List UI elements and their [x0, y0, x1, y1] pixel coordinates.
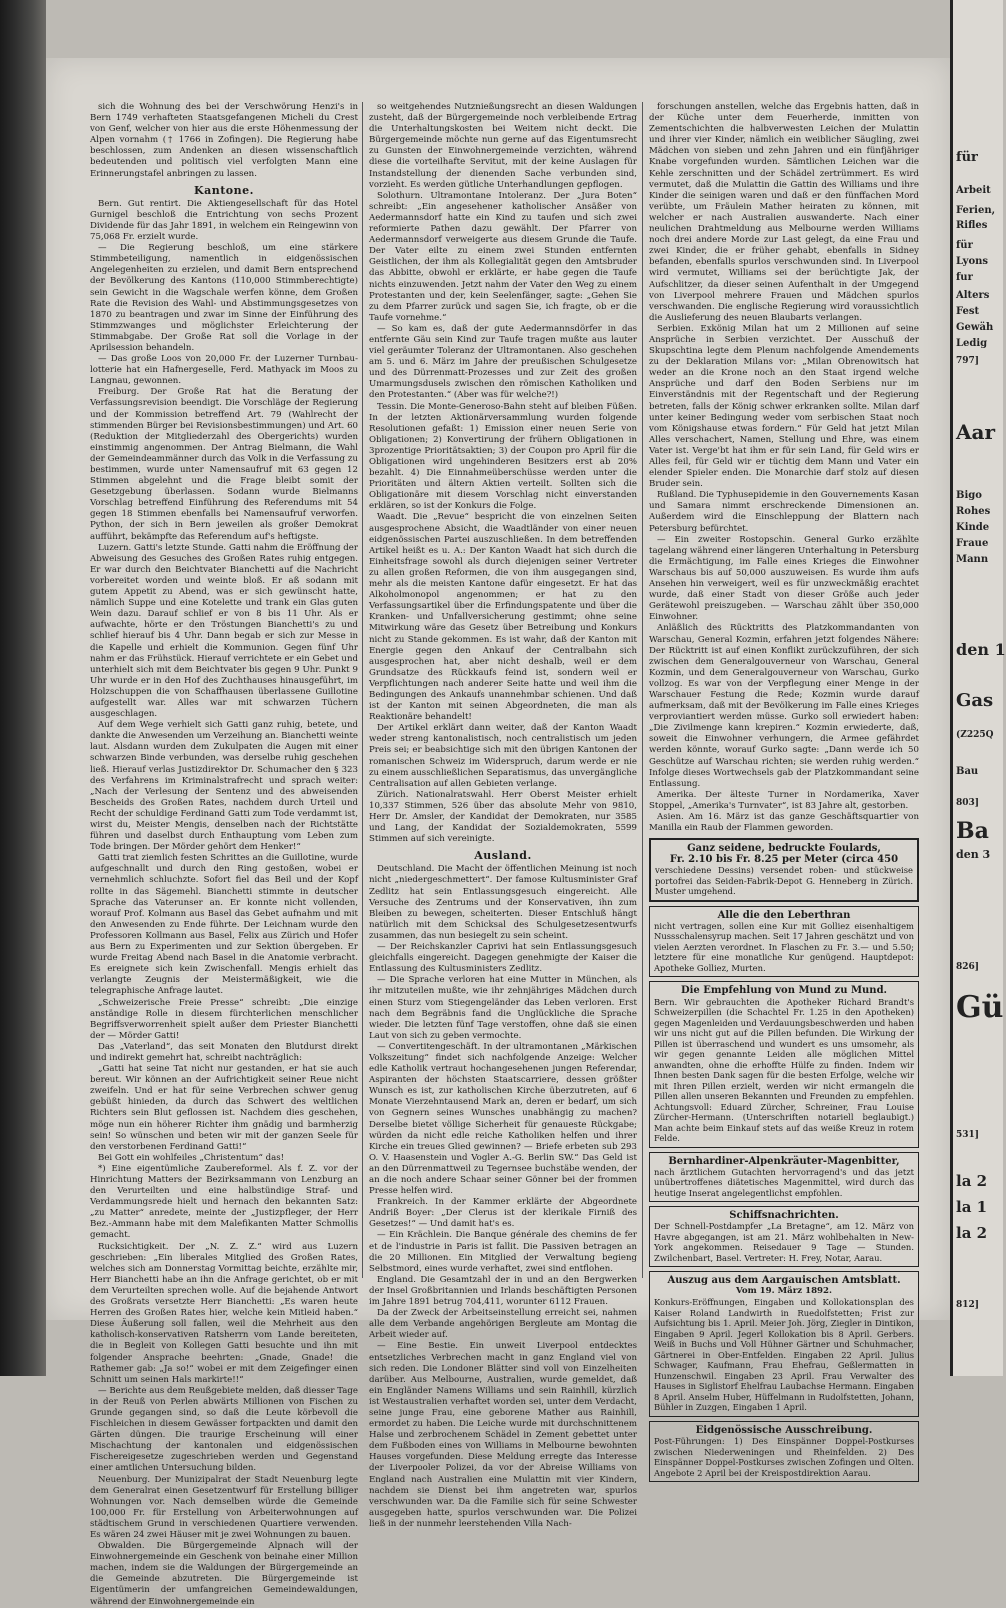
- ad-price: Fr. 2.10 bis Fr. 8.25 per Meter (circa 450: [669, 854, 899, 866]
- fragment-text: Gewäh: [956, 322, 994, 333]
- fragment-text: fur: [956, 272, 973, 283]
- article-para: — Das große Loos von 20,000 Fr. der Luzerner Turnbau-lotterie hat ein Hafnergeselle, Ferd. Mathyack im Moos zu Langnau, gewonnen.: [90, 354, 358, 387]
- article-para: Asien. Am 16. März ist das ganze Geschäftsquartier von Manilla ein Raub der Flammen geworden.: [649, 812, 919, 834]
- ad-text: Bern. Wir gebrauchten die Apotheker Richard Brandt's Schweizerpillen (die Schachtel Fr. 1.25 in den Apotheken) gegen Magenleiden und Verdauungsbeschwerden und haben wir uns nicht gut auf die Pillen befunden. Die Wirkung der Pillen ist überraschend und wundert es uns umsomehr, als wir gegen genannte Leiden alle möglichen Mittel anwandten, ohne die erhoffte Hülfe zu finden. Indem wir Ihnen besten Dank sagen für die besten Erfolge, welche wir mit Ihren Pillen erzielt, werden wir nicht ermangeln die Pillen allen unseren Bekannten und Freunden zu empfehlen. Achtungsvoll: Eduard Zürcher, Schreiner, Frau Louise Zürcher-Hermann. (Unterschriften notariell beglaubigt.) Man achte beim Einkauf stets auf das weiße Kreuz in rotem Felde.: [654, 996, 915, 1144]
- article-para: Serbien. Exkönig Milan hat um 2 Millionen auf seine Ansprüche in Serbien verzichtet. Der Ausschuß der Skupschtina legte dem Plenum nachfolgende Amendements zu der Deklaration Milans vor: „Milan Obrenowitsch hat weder an die Krone noch an den Staat irgend welche Ansprüche und darf den Boden Serbiens nur im Einverständnis mit der Regentschaft und der Regierung betreten, falls der König schwer erkranken sollte. Milan darf unter keiner Bedingung weder vom serbischen Staat noch vom Königshause etwas fordern.“ Für Geld hat jetzt Milan Alles verschachert, Namen, Stellung und Ehre, was einem Vater ist. Verge'bt hat ihm er für sein Land, für Geld wirs er Alles feil, für Geld wir er tüchtig dem Mann und Vater ein elender Spieler enden. Die Monarchie darf stolz auf diesen Bruder sein.: [649, 323, 919, 490]
- notice-headline: Auszug aus dem Aargauischen Amtsblatt.: [667, 1275, 901, 1287]
- notice-headline: Eidgenössische Ausschreibung.: [695, 1424, 873, 1436]
- article-para: England. Die Gesamtzahl der in und an den Bergwerken der Insel Großbritannien und Irlands beschäftigten Personen im Jahre 1891 betrug 704,411, worunter 6112 Frauen.: [369, 1274, 637, 1308]
- notice-ausschreibung: [649, 1421, 919, 1482]
- article-para: sich die Wohnung des bei der Verschwörung Henzi's in Bern 1749 verhafteten Staatsgefangenen Micheli du Crest von Genf, welcher von hier aus die erste Höhenmessung der Alpen vornahm († 1766 in Zofingen). Die Regierung habe beschlossen, zum Andenken an diesen wissenschaftlich bedeutenden und politisch viel verfolgten Mann eine Erinnerungstafel anbringen zu lassen.: [90, 102, 358, 179]
- fragment-text: für: [956, 240, 973, 251]
- fragment-text: 803]: [956, 798, 980, 808]
- ad-text: Der Schnell-Postdampfer „La Bretagne“, am 12. März von Havre abgegangen, ist am 21. März wohlbehalten in New-York angekommen. Reisedauer 9 Tage — Stunden. Zwilchenbart, Basel. Vertreter: H. Frey, Notar, Aarau.: [654, 1221, 914, 1263]
- fragment-text: Bau: [956, 766, 979, 777]
- fragment-text: Rohes: [956, 506, 991, 517]
- fragment-text: la 2: [956, 1224, 988, 1242]
- article-para: Da der Zweck der Arbeitseinstellung erreicht sei, nahmen alle dem Verbande angehörigen Bergleute am Montag die Arbeit wieder auf.: [369, 1308, 637, 1341]
- ad-headline: Die Empfehlung von Mund zu Mund.: [680, 985, 888, 997]
- fragment-text: Alters: [956, 290, 990, 301]
- article-para: — Ein zweiter Rostopschin. General Gurko erzählte tagelang während einer längeren Unterhaltung in Petersburg die Ermächtigung, im Falle eines Krieges die Einwohner Warschaus bis auf 50,000 auszuweisen. Es wurde ihm aufs Ansehen hin verweigert, weil es für unzweckmäßig erachtet wurde, daß einer Stadt von dieser Größe auch jeder Gerätewohl preiszugeben. — Warschau zählt über 350,000 Einwohner.: [649, 534, 919, 623]
- article-para: *) Eine eigentümliche Zaubereformel. Als f. Z. vor der Hinrichtung Matters der Bezirksammann von Lenzburg an den Verurteilten und eine halbstündige Straf- und Verdammungsrede hielt und hernach den bekannten Satz: „zu Matter“ anredete, meinte der „Justizpfleger, der Herr Bez.-Ammann habe mit dem Malefikanten Matter Schmollis gemacht.: [90, 1163, 358, 1241]
- article-para: „Schweizerische Freie Presse“ schreibt: „Die einzige anständige Rolle in diesem fürchterlichen menschlicher Begriffsverworrenheit spielt außer dem Priester Bianchetti der — Mörder Gatti!: [90, 997, 358, 1041]
- article-para: Deutschland. Die Macht der öffentlichen Meinung ist noch nicht „niedergeschmettert“. Der famose Kultusminister Graf Zedlitz hat sein Entlassungsgesuch eingereicht. Alle Versuche des Zentrums und der Konservativen, ihn zum Bleiben zu bewegen, scheiterten. Dieser Entschluß hängt natürlich mit dem Schicksal des Schulgesetzesentwurfs zusammen, das nun besiegelt zu sein scheint.: [369, 864, 637, 941]
- fragment-text: Arbeit: [956, 185, 991, 196]
- column-3: [649, 102, 919, 1478]
- ad-headline: Alle die den Leberthran: [717, 909, 851, 921]
- notice-amtsblatt: [649, 1271, 919, 1417]
- ad-text: nicht vertragen, sollen eine Kur mit Golliez eisenhaltigem Nussschalensyrup machen. Seit 17 Jahren geschätzt und von vielen Aerzten verordnet. In Flaschen zu Fr. 3.— und 5.50; letztere für eine monatliche Kur genügend. Hauptdepot: Apotheke Golliez, Murten.: [654, 920, 914, 973]
- article-para: „Gatti hat seine Tat nicht nur gestanden, er hat sie auch bereut. Wir können an der Aufrichtigkeit seiner Reue nicht zweifeln. Und er hat für seine Verbrechen schwer genug gebüßt hinieden, da durch das Schwert des weltlichen Richters sein Blut geflossen ist. Nachdem dies geschehen, möge nun ein höherer Richter ihm gnädig und barmherzig sein! So wünschen und beten wir mit der ganzen Seele für den verstorbenen Ferdinand Gatti!“: [90, 1064, 358, 1152]
- article-para: Neuenburg. Der Munizipalrat der Stadt Neuenburg legte dem Generalrat einen Gesetzentwurf für Erstellung billiger Wohnungen vor. Nach demselben würde die Gemeinde 100,000 Fr. für Erstellung von Arbeiterwohnungen auf städtischem Grund in verschiedenen Quartiere verwenden. Es wären 24 zwei Häuser mit je zwei Wohnungen zu bauen.: [90, 1474, 358, 1540]
- column-1: [90, 102, 359, 1607]
- article-para: Waadt. Die „Revue“ bespricht die von einzelnen Seiten ausgesprochene Absicht, die Waadtländer von einer neuen eidgenössischen Partei auszuschließen. In dem betreffenden Artikel heißt es u. A.: Der Kanton Waadt hat sich durch die Einheitsfrage sowohl als durch diejenigen seiner Vertreter zu allen großen Reformen, die von ihm ausgegangen sind, mehr als die meisten Kantone dafür eingesetzt. Er hat das Alkoholmonopol angenommen; er hat zu den Verfassungsartikel über die Erfindungspatente und über die Kranken- und Unfallversicherung gestimmt; ohne seine Mitwirkung wäre das Gesetz über Betreibung und Konkurs nicht zu Stande gekommen. Es ist wahr, daß der Kanton mit Energie gegen den Ankauf der Centralbahn sich ausgesprochen hat, aber nicht deshalb, weil er dem Grundsatze des Rückkaufs feind ist, sondern weil er Verpflichtungen nach anderer Seite hatte und weil ihm die Bedingungen des Ankaufs unannehmbar schienen. Und daß ist der Kanton mit seinen Abgeordneten, die man als Reaktionäre behandelt!: [369, 512, 637, 723]
- fragment-text: Ba: [956, 818, 989, 844]
- article-para: — Der Reichskanzler Caprivi hat sein Entlassungsgesuch gleichfalls eingereicht. Dagegen genehmigte der Kaiser die Entlassung des Kultusministers Zedlitz.: [369, 942, 637, 975]
- notice-text: Konkurs-Eröffnungen, Eingaben und Kollokationsplan des Kaiser Roland Landwirth in Ruedolfstetten; Frist zur Aufsichtung bis 1. April. Meier Joh. Jörg, Ziegler in Dintikon, Eingaben 9 April. Jegerl Kollokation bis 8 April. Gerbers. Weiß in Buchs und Voll Hühner Gärtner und Schuhmacher, Gärtnerei in Ober-Entfelden. Eingaben 22 April. Julius Schwager, Kaufmann, Frau Ehefrau, Geßlermatten in Hunzenschwil. Eingaben 23 April. Frau Verwalter des Hauses in Siglistorf Ehelfrau Laubachse Hermann. Eingaben 8 April. Anselm Huber, Hüffelmann in Rudolfstetten, Johann, Bühler in Zuzgen, Eingaben 1 April.: [654, 1297, 914, 1413]
- article-para: Anläßlich des Rücktritts des Platzkommandanten von Warschau, General Kozmin, erfahren jetzt folgendes Nähere: Der Rücktritt ist auf einen Konflikt zurückzuführen, der sich zwischen dem Generalgouverneur von Warschau, General Kozmin, und dem Generalgouverneur von Warschau, Gurko vollzog. Es war von der Verpflegung einer Menge in der Warschauer Festung die Rede; Kozmin wurde darauf aufmerksam, daß mit der Bevölkerung im Falle eines Krieges verproviantiert werden müsse. Gurko soll erwiedert haben: „Die Zivilmenge kann krepiren.“ Kozmin erwiederte, daß, soweit die Einwohner verhungern, die Armee gefährdet werden könnte, worauf Gurko sagte: „Dann werde ich 50 Geschütze auf Warschau richten; sie werden ruhig werden.“ Infolge dieses Wortwechsels gab der Platzkommandant seine Entlassung.: [649, 623, 919, 789]
- article-para: so weitgehendes Nutznießungsrecht an diesen Waldungen zusteht, daß der Bürgergemeinde noch verbleibende Ertrag die Unterhaltungskosten bei Weitem nicht deckt. Die Bürgergemeinde möchte nun gerne auf das Eigentumsrecht zu Gunsten der Einwohnergemeinde verzichten, während diese die vorteilhafte Servitut, mit der keine Auslagen für Instandstellung der dienenden Sache verbunden sind, vorzieht. Es werden gütliche Unterhandlungen gepflogen.: [369, 102, 637, 190]
- article-para: — So kam es, daß der gute Aedermannsdörfer in das entfernte Gäu sein Kind zur Taufe tragen mußte aus lauter viel geräumter Toleranz der Ultramontanen. Also geschehen am 5. und 6. März im Jahre der preußischen Schulgesetze und des Dürrenmatt-Prozesses und zur Zeit des großen Umarmungsdusels zwischen den römischen Katholiken und den Protestanten.“ (Aber was für welche?!): [369, 323, 637, 401]
- article-para: Frankreich. In der Kammer erklärte der Abgeordnete Andriß Boyer: „Der Clerus ist der klerikale Firniß des Gesetzes!“ — Und damit hat's es.: [369, 1197, 637, 1230]
- fragment-text: 531]: [956, 1130, 980, 1140]
- article-para: — Convertitengeschäft. In der ultramontanen „Märkischen Volkszeitung“ findet sich nachfolgende Anzeige: Welcher edle Katholik vertraut hochangesehenen jungen Referendar, Aspiranten der höchsten Staatscarriere, dessen größter Wunsch es ist, zur katholischen Kirche überzutreten, auf 6 Monate Vierzehntausend Mark an, deren er bedarf, um sich von Gegnern seines Wunsches unabhängig zu machen? Derselbe bietet völlige Sicherheit für genaueste Rückgabe; würden da nicht edle reiche Katholiken helfen und ihrer Kirche ein treues Glied gewinnen? — Briefe erbeten sub 293 O. V. Haasenstein und Vogler A.-G. Berlin SW.“ Das Geld ist an den Dürrenmattweil zu Tegernsee buchstäbe wenden, der an die noch andere Schaar seiner Gönner bei der frommen Presse helfen wird.: [369, 1041, 637, 1197]
- article-para: Gatti trat ziemlich festen Schrittes an die Guillotine, wurde aufgeschnallt und durch den Ring gestoßen, wobei er vernehmlich schluchzte. Sofort fiel das Beil und der Kopf rollte in das Sägemehl. Bianchetti stimmte in deutscher Sprache das Vaterunser an. Er konnte nicht vollenden, worauf Prof. Kolmann aus Basel das Gebet aufnahm und mit den Anwesenden zu Ende führte. Der Leichnam wurde den Professoren Kollmann aus Basel, Felix aus Zürich und Hofer aus Bern zu Experimenten und zur Sektion übergeben. Er wurde Freitag Abend nach Basel in die Anatomie verbracht. Es ereignete sich kein Zwischenfall. Mengis erhielt das verlangte Zeugnis der Meistermäßigkeit, wie die telegraphische Anfrage lautet.: [90, 853, 358, 997]
- ad-headline: Schiffsnachrichten.: [729, 1210, 839, 1222]
- article-para: — Berichte aus dem Reußgebiete melden, daß diesser Tage in der Reuß von Perlen abwärts Millionen von Fischen zu Grunde gegangen sind, so daß die Leute körbevoll die Fischleichen in diesem Gewässer fortpackten und damit den Gärten düngen. Die traurige Erscheinung will einer Mischachtung der kantonalen und eidgenössischen Fischereigesetze zugeschrieben werden und Gegenstand einer amtlichen Untersuchung bilden.: [90, 1385, 359, 1474]
- article-para: Luzern. Gatti's letzte Stunde. Gatti nahm die Eröffnung der Abweisung des Gesuches des Großen Rates ruhig entgegen. Er war durch den Beichtvater Bianchetti auf die Nachricht vorbereitet worden und weinte bloß. Er aß sodann mit gutem Appetit zu Abend, was er sich gewünscht hatte, nämlich Suppe und eine Kotelette und trank ein Glas guten Wein dazu. Darauf schlief er von 8 bis 11 Uhr. Als er aufwachte, hörte er den Tröstungen Bianchetti's zu und schlief hierauf bis 4 Uhr. Dann begab er sich zur Messe in die Kapelle und erhielt die Kommunion. Gegen fünf Uhr nahm er das Frühstück. Hierauf verrichtete er ein Gebet und unterhielt sich mit dem Beichtvater bis gegen 9 Uhr. Punkt 9 Uhr wurde er in den Hof des Zuchthauses hinausgeführt, im Holzschuppen die von Schaffhausen überlassene Guillotine aufgestellt war. Alles war mit schwarzen Tüchern ausgeschlagen.: [90, 542, 358, 720]
- ad-headline: Ganz seidene, bedruckte Foulards,: [687, 843, 881, 855]
- article-para: Bern. Gut rentirt. Die Aktiengesellschaft für das Hotel Gurnigel beschloß die Entrichtung von sechs Prozent Dividende für das Jahr 1891, in welchem ein Reingewinn von 75,068 Fr. erzielt wurde.: [90, 198, 358, 243]
- fragment-text: la 2: [956, 1172, 988, 1190]
- article-para: Solothurn. Ultramontane Intoleranz. Der „Jura Boten“ schreibt: „Ein angesehener katholischer Ansäßer von Aedermannsdorf hatte ein Kind zu taufen und sich zwei reformierte Pathen dazu gewählt. Der Pfarrer von Aedermannsdorf verweigerte aus diesem Grunde die Taufe. Der Vater eilte zu einem zwei Stunden entfernten Geistlichen, der ihm als Kollegialität gegen den Amtsbruder das Abbitte, obwohl er erklärte, er habe gegen die Taufe nichts einzuwenden. Jetzt nahm der Vater den Weg zu einem Protestanten und der, kein Seelenfänger, sagte: „Gehen Sie zu dem Pfarrer zurück und sagen Sie, ich fragte, ob er die Taufe vornehme.“: [369, 190, 637, 323]
- article-para: Bei Gott ein wohlfeiles „Christentum“ das!: [98, 1152, 285, 1163]
- fragment-text: (Z225Q: [956, 730, 994, 740]
- article-para: — Eine Bestie. Ein unweit Liverpool entdecktes entsetzliches Verbrechen macht in ganz England viel von sich reden. Die Londoner Blätter sind voll von Einzelheiten darüber. Aus Melbourne, Australien, wurde gemeldet, daß ein Engländer Namens Williams und sein Rainhill, kürzlich ist Westaustralien verhaftet worden sei, unter dem Verdacht, seine junge Frau, eine geborene Mather aus Rainhill, ermordet zu haben. Die Leiche wurde mit durchschnittenem Halse und zerbrochenem Schädel in Zement gebettet unter dem Fußboden eines von Williams in Melbourne bewohnten Hauses vorgefunden. Diese Meldung erregte das Interesse der Liverpooler Polizei, da vor der Abreise Williams von England nach Australien eine Mulattin mit vier Kindern, nachdem sie Dienst bei ihm angetreten war, spurlos verschwunden war. Da die Familie sich für seine Schwester ausgegeben hatte, spurlos verschwunden war. Die Polizei ließ in der nunmehr leerstehenden Villa Nach-: [369, 1341, 637, 1529]
- article-para: Der Artikel erklärt dann weiter, daß der Kanton Waadt weder streng kantonalistisch, noch centralistisch um jeden Preis sei; er beabsichtige sich mit den übrigen Kantonen der romanischen Schweiz im Widerspruch, darum werde er nie zu einem ausschließlichen Separatismus, das unvergängliche Centralisation auf allen Gebieten verlange.: [369, 723, 637, 789]
- column-rule: [642, 102, 643, 1278]
- ad-text: verschiedene Dessins) versendet roben- und stückweise portofrei das Seiden-Fabrik-Depot G. Henneberg in Zürich. Muster umgehend.: [655, 865, 913, 897]
- ad-headline: Bernhardiner-Alpenkräuter-Magenbitter,: [668, 1155, 900, 1167]
- article-para: Rußland. Die Typhusepidemie in den Gouvernements Kasan und Samara nimmt erschreckende Dimensionen an. Außerdem wird die Einschleppung der Blattern nach Petersburg befürchtet.: [649, 490, 919, 534]
- fragment-text: Rifles: [956, 220, 988, 231]
- fragment-text: Kinde: [956, 522, 990, 533]
- column-2: [369, 102, 637, 1529]
- article-para: — Die Regierung beschloß, um eine stärkere Stimmbeteiligung, namentlich in eidgenössischen Angelegenheiten zu erzielen, und damit Bern entsprechend der Bevölkerung des Kantons (110,000 Stimmberechtigte) sein Gewicht in die Wagschale werfen könne, dem Großen Rate die Revision des Wahl- und Abstimmungsgesetzes von 1870 zu beantragen und zwar im Sinne der Einführung des Stimmzwanges und möglichster Erleichterung der Stimmabgabe. Der Große Rat soll die Vorlage in der Aprilsession behandeln.: [90, 243, 358, 353]
- fragment-text: Gü: [956, 990, 1004, 1025]
- fragment-text: den 1: [956, 640, 1006, 659]
- article-para: Tessin. Die Monte-Generoso-Bahn steht auf bleiben Füßen. In der letzten Aktionärversammlung wurden folgende Resolutionen gefaßt: 1) Emission einer neuen Serie von Obligationen; 2) Konvertirung der frühern Obligationen in 3prozentige Prioritätsaktien; 3) der Coupon pro April für die Obligationen wird ungehinderen Besitzers erst ab 20% bezahlt. 4) Die Einnahmeüberschüsse werden unter die Prioritäten und ältern Aktien verteilt. Sollten sich die Obligationäre mit diesem Vorschlag nicht einverstanden erklären, so ist der Konkurs die Folge.: [369, 401, 637, 512]
- advertisement-schweizerpillen: [649, 981, 919, 1147]
- advertisement-leberthran: [649, 906, 919, 978]
- fragment-text: 812]: [956, 1300, 980, 1310]
- advertisement-schiffsnachrichten: [649, 1206, 919, 1267]
- fragment-text: Mann: [956, 554, 989, 565]
- fragment-text: Bigo: [956, 490, 982, 501]
- fragment-text: 826]: [956, 962, 980, 972]
- section-heading-ausland: Ausland.: [474, 849, 532, 863]
- advertisement-magenbitter: [649, 1152, 919, 1203]
- fragment-text: Ledig: [956, 338, 988, 349]
- scan-binding-left: [0, 0, 46, 1376]
- article-para: Zürich. Nationalratswahl. Herr Oberst Meister erhielt 10,337 Stimmen, 526 über das absolute Mehr von 9810, Herr Dr. Amsler, der Kandidat der Demokraten, nur 3585 und Lang, der Kandidat der Sozialdemokraten, 5599 Stimmen auf sich vereinigte.: [369, 789, 637, 845]
- fragment-text: für: [956, 150, 978, 165]
- article-para: forschungen anstellen, welche das Ergebnis hatten, daß in der Küche unter dem Feuerherde, inmitten von Zementschichten die halbverwesten Leichen der Mulattin und ihrer vier Kinder, nämlich ein weiblicher Säugling, zwei Mädchen von sieben und zehn Jahren und ein fünfjähriger Knabe vorgefunden wurden. Sämtlichen Leichen war die Kehle zerschnitten und der Schädel zertrümmert. Es wird vermutet, daß die Mulattin die Gattin des Williams und ihre Kinder die seinigen waren und daß er den fünffachen Mord verübte, um Fräulein Mather heiraten zu können, mit welcher er nach Australien auswanderte. Nach einer neulichen Drahtmeldung aus Melbourne werden Williams noch drei andere Morde zur Last gelegt, da eine Frau und zwei Kinder, die er früher gehabt, ebenfalls in Sidney befanden, ebenfalls spurlos verschwunden sind. In Liverpool wird vermutet, Williams sei der berüchtigte Jak, der Aufschlitzer, da dieser seinen Aufenthalt in der Umgegend von Liverpool mehrere Frauen und Mädchen spurlos verschwanden. Die englische Regierung wird voraussichtlich die Auslieferung des neuen Blaubarts verlangen.: [649, 102, 919, 323]
- fragment-text: Lyons: [956, 256, 989, 267]
- notice-date: Vom 19. März 1892.: [735, 1286, 833, 1297]
- article-para: — Die Sprache verloren hat eine Mutter in München, als ihr mitzuteilen mußte, wie ihr zehnjähriges Mädchen durch einen Sturz vom Stiegengeländer das Leben verloren. Erst nach dem Begräbnis fand die Unglückliche die Sprache wieder. Die letzten fünf Tage verstoffen, ohne daß sie einen Laut von sich zu geben vermochte.: [369, 975, 637, 1041]
- ad-text: nach ärztlichem Gutachten hervorragend's und das jetzt unübertroffenes diätetisches Magenmittel, wird durch das heutige Inserat angelegentlichst empfohlen.: [654, 1166, 914, 1198]
- article-para: — Ein Krächlein. Die Banque générale des chemins de fer et de l'industrie in Paris ist fallit. Die Passiven betragen an die 20 Millionen. Ein Mitglied der Verwaltung begieng Selbstmord, eines wurde verhaftet, zwei sind entflohen.: [369, 1230, 637, 1274]
- fragment-text: 797]: [956, 356, 980, 366]
- newspaper-page: [46, 58, 950, 1607]
- notice-text: Post-Führungen: 1) Des Einspänner Doppel-Postkurses zwischen Niederweningen und Rheinfelden. 2) Des Einspänner Doppel-Postkurses zwischen Zofingen und Olten. Angebote 2 April bei der Kreispostdirektion Aarau.: [654, 1436, 914, 1478]
- fragment-text: den 3: [956, 848, 991, 861]
- article-para: Obwalden. Die Bürgergemeinde Alpnach will der Einwohnergemeinde ein Geschenk von beinahe einer Million machen, indem sie die Waldungen der Bürgergemeinde an die Gemeinde abzutreten. Die Bürgergemeinde ist Eigentümerin der umfangreichen Gemeindewaldungen, während der Einwohnergemeinde ein: [90, 1541, 358, 1607]
- article-para: Auf dem Wege verhielt sich Gatti ganz ruhig, betete, und dankte die Anwesenden um Verzeihung an. Bianchetti weinte laut. Alsdann wurden dem Zukulpaten die Augen mit einer schwarzen Binde verbunden, was derselbe ruhig geschehen ließ. Hierauf verlas Justizdirektor Dr. Schumacher den § 323 des Verfahrens im Kriminalstrafrecht und sprach weiter: „Nach der Verlesung der Sentenz und des abweisenden Bescheids des Großen Rates, nachdem durch Urteil und Recht der schuldige Ferdinand Gatti zum Tode verdammt ist, wirst du, Meister Mengis, denselben nach der Richtstätte führen und daselbst durch Enthauptung vom Leben zum Tode bringen. Der Mörder gehört dem Henker!“: [90, 720, 358, 853]
- fragment-text: Fraue: [956, 538, 989, 549]
- column-rule: [362, 102, 363, 1278]
- article-para: Freiburg. Der Große Rat hat die Beratung der Verfassungsrevision beendigt. Die Vorschläge der Regierung und der Kommission betreffend Art. 79 (Wahlrecht der stimmenden Bürger bei Revisionsbestimmungen) und Art. 60 (Reduktion der Mitgliederzahl des Obergerichts) wurden einstimmig angenommen. Der Antrag Bielmann, die Wahl der Gemeindeammänner durch das Volk in die Verfassung zu bestimmen, wurde unter Namensaufruf mit 63 gegen 12 Stimmen abgelehnt und die Frage bleibt somit der Gesetzgebung überlassen. Sodann wurde Bielmanns Vorschlag betreffend Einführung des Referendums mit 54 gegen 18 Stimmen ebenfalls bei Namensaufruf verworfen. Python, der sich in Bern jeweilen als großer Demokrat aufführt, bekämpfte das Referendum auf's heftigste.: [90, 387, 358, 542]
- section-heading-kantone: Kantone.: [194, 183, 254, 197]
- fragment-text: Aar: [956, 420, 996, 444]
- article-para: Rucksichtigkeit. Der „N. Z. Z.“ wird aus Luzern geschrieben: „Ein liberales Mitglied des Großen Rates, welches sich am Donnerstag Vormittag beichte, erzählte mir, Herr Bianchetti habe an ihn die Anfrage gerichtet, ob er mit dem Verurteilten sprechen wolle. Auf die bejahende Antwort des Großrats versetzte Herr Bianchetti: „Es waren heute Herren des Großen Rates hier, welche kein Mitleid haben.“ Diese Äußerung soll fallen, weil die Mehrheit aus den katholisch-konservativen Ratsherrn vom Lande bereiteten, die in Begleit von Kollegen Gatti besuchte und ihn mit folgender Ansprache beehrten: „Gnade, Gnade! die Rathemer gab: „Ja so!“ wobei er mit dem Zeigefinger einen Schnitt um seinen Hals markirte!!“: [90, 1241, 358, 1385]
- fragment-text: Gas: [956, 690, 994, 711]
- fragment-text: la 1: [956, 1198, 988, 1216]
- advertisement-foulards: [649, 838, 919, 902]
- article-para: Das „Vaterland“, das seit Monaten den Blutdurst direkt und indirekt gemehrt hat, schreibt nachträglich:: [90, 1041, 358, 1063]
- article-para: Amerika. Der älteste Turner in Nordamerika, Xaver Stoppel, „Amerika's Turnvater“, ist 83 Jahre alt, gestorben.: [649, 789, 919, 811]
- fragment-text: Ferien,: [956, 205, 996, 216]
- fragment-text: Fest: [956, 306, 980, 317]
